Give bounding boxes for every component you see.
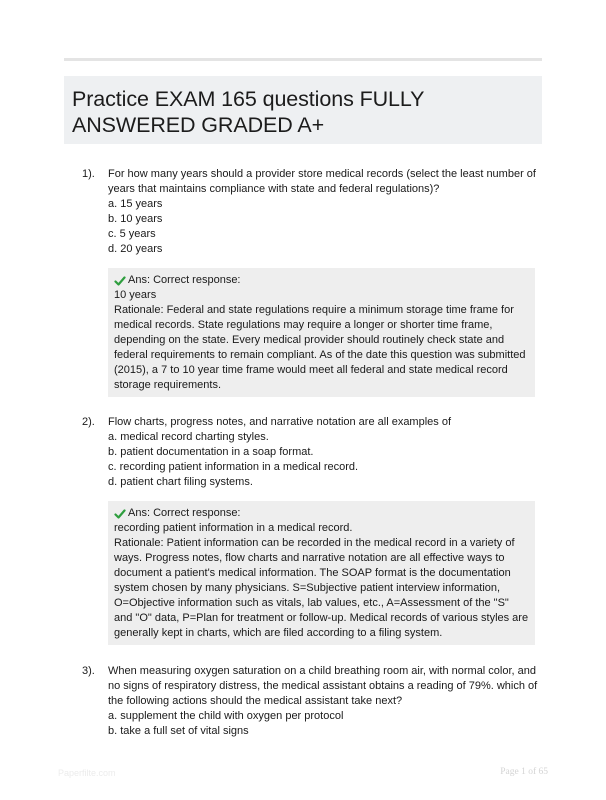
options-list [108, 197, 542, 257]
answer-box [108, 268, 535, 397]
options-list [108, 430, 542, 490]
option-d: d. 20 years [108, 243, 163, 255]
question-text: Flow charts, progress notes, and narrative notation are all examples of [108, 416, 452, 428]
option-a: a. 15 years [108, 198, 163, 210]
question-number: 2). [82, 416, 95, 428]
answer-label: Ans: Correct response: [128, 274, 241, 286]
answer-box [108, 501, 535, 645]
option-c: c. 5 years [108, 228, 156, 240]
option-d: d. patient chart filing systems. [108, 476, 253, 488]
footer-watermark: Paperfilte.com [58, 768, 116, 778]
top-rule [64, 58, 542, 61]
answer-label: Ans: Correct response: [128, 507, 241, 519]
option-b: b. take a full set of vital signs [108, 725, 249, 737]
question-number: 3). [82, 665, 95, 677]
option-c: c. recording patient information in a medical record. [108, 461, 359, 473]
title-box [64, 76, 542, 144]
question-3 [82, 664, 542, 739]
rationale-text: Rationale: Federal and state regulations require a minimum storage time frame for medical records. State regulations may require a longer or shorter time frame, depending on the state. Every medical provider should routinely check state and federal requirements to remain compliant. As of the date this question was submitted (2015), a 7 to 10 year time frame would meet all federal and state medical record storage requirements. [114, 304, 526, 391]
question-text: For how many years should a provider store medical records (select the least number of years that maintains compliance with state and federal regulations)? [108, 168, 536, 195]
option-b: b. patient documentation in a soap format. [108, 446, 314, 458]
page-title: Practice EXAM 165 questions FULLY ANSWERED GRADED A+ [72, 87, 425, 137]
check-icon [114, 275, 126, 287]
question-text: When measuring oxygen saturation on a child breathing room air, with normal color, and no signs of respiratory distress, the medical assistant obtains a reading of 79%. which of the following actions should the medical assistant take next? [108, 665, 538, 707]
rationale-text: Rationale: Patient information can be recorded in the medical record in a variety of ways. Progress notes, flow charts and narrative notation are all effective ways to document a patient's medical information. The SOAP format is the documentation system chosen by many physicians. S=Subjective patient interview information, O=Objective information such as vitals, lab values, etc., A=Assessment of the "S" and "O" data, P=Plan for treatment or follow-up. Medical records of various styles are generally kept in charts, which are filed according to a filing system. [114, 537, 529, 639]
answer-text: 10 years [114, 289, 157, 301]
check-icon [114, 508, 126, 520]
question-1 [82, 167, 542, 397]
option-a: a. supplement the child with oxygen per protocol [108, 710, 344, 722]
option-a: a. medical record charting styles. [108, 431, 269, 443]
option-b: b. 10 years [108, 213, 163, 225]
answer-text: recording patient information in a medical record. [114, 522, 353, 534]
question-2 [82, 415, 542, 645]
question-number: 1). [82, 168, 95, 180]
options-list [108, 709, 542, 739]
page-number: Page 1 of 65 [500, 767, 548, 777]
